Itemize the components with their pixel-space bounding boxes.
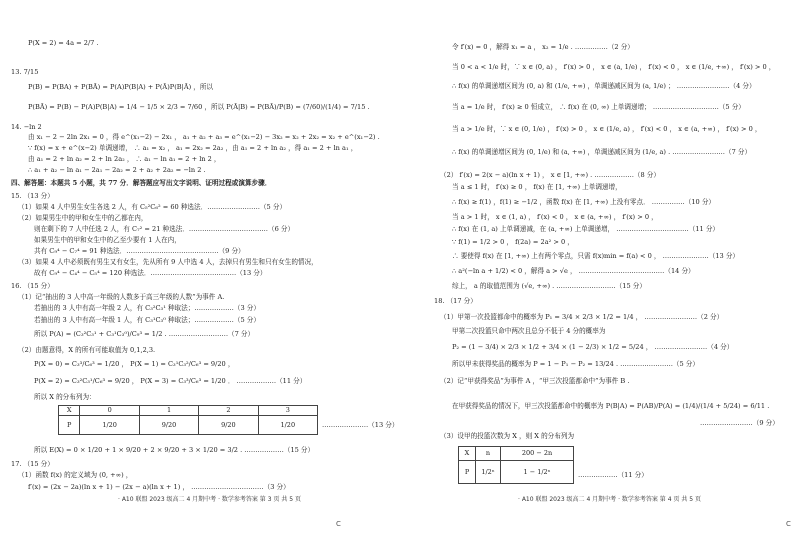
text-line: 由 x₁ − 2 − 2ln 2x₁ = 0 ，得 e^(x₁−2) − 2x₁ ， a₁ + a₂ + a₃ = e^(x₁−2) − 3x₂ = x₂ + 2x₂ = x₂ + e^(x₁−2) . xyxy=(28,133,380,141)
table-header-cell: 1 xyxy=(139,406,198,416)
text-line: （1）记“抽出的 3 人中高一年级的人数多于高三年级的人数”为事件 A. xyxy=(18,293,225,301)
text-line: 当 a > 1/e 时，∵ x ∈ (0, 1/e) ， f′(x) > 0 ， x ∈ (1/e, a) ， f′(x) < 0 ， x ∈ (a, +∞) ， f′(x) > 0 ， xyxy=(452,125,762,133)
question-17-heading: 17. （15 分） xyxy=(11,460,54,468)
question-16-heading: 16. （15 分） xyxy=(11,282,54,290)
text-line: 所以 P(A) = (C₃²C₃¹ + C₃¹C₃⁰)/C₉³ = 1/2 . ………………………（7 分） xyxy=(34,330,255,338)
text-line: 则在剩下的 7 人中任选 2 人，有 C₇² = 21 种选法．………………………………（6 分） xyxy=(34,225,295,233)
score-mark: ………………（11 分） xyxy=(578,471,648,479)
text-line: （2）由题意得，X 的所有可能取值为 0,1,2,3. xyxy=(18,346,156,354)
text-line: ∴ a₁ + a₂ − ln a₁ − 2a₁ − 2a₂ = 2 + a₂ + 2a₂ = −ln 2 . xyxy=(28,166,206,174)
table-header-cell: 3 xyxy=(258,406,317,416)
table-row xyxy=(59,416,318,435)
text-line: （2） f′(x) = 2(x − a)(ln x + 1) ， x ∈ [1, +∞) . ………………（8 分） xyxy=(440,171,660,179)
table-header-cell: 200 − 2n xyxy=(501,447,574,461)
distribution-table-2 xyxy=(458,446,574,484)
table-cell: 9/20 xyxy=(139,416,198,435)
text-line: 故有 C₉⁴ − C₄⁴ − C₅⁴ = 120 种选法．…………………………………（13 分） xyxy=(34,269,267,277)
corner-mark: C xyxy=(786,520,791,528)
table-row xyxy=(459,461,574,484)
text-line: 当 a = 1/e 时， f′(x) ≥ 0 恒成立， ∴ f(x) 在 (0, ∞) 上单调递增； …………………………（5 分） xyxy=(452,103,745,111)
section-heading: 四、解答题：本题共 5 小题，共 77 分．解答题应写出文字说明、证明过程或演算步骤． xyxy=(11,179,272,187)
text-line: （3）设甲的投篮次数为 X ，则 X 的分布列为 xyxy=(440,432,575,440)
table-cell: 1/2ⁿ xyxy=(476,461,501,484)
text-line: 共有 C₉⁴ − C₇⁴ = 91 种选法．……………………………………（9 分） xyxy=(34,247,245,255)
text-line: （2）记“甲获得奖品”为事件 A ，“甲三次投篮都命中”为事件 B . xyxy=(440,377,630,385)
text-line: ∴ 要使得 f(x) 在 [1, +∞) 上有两个零点，只需 f(x)min = f(a) < 0 ， …………………（13 分） xyxy=(452,252,740,260)
score-mark: ……………………（9 分） xyxy=(700,419,779,427)
text-line: 所以 E(X) = 0 × 1/20 + 1 × 9/20 + 2 × 9/20 + 3 × 1/20 = 3/2 . ………………（15 分） xyxy=(34,446,315,454)
text-line: 甲第二次投篮只命中两次且总分不低于 4 分的概率为 xyxy=(452,327,606,335)
table-cell: 1 − 1/2ⁿ xyxy=(501,461,574,484)
question-18-heading: 18. （17 分） xyxy=(434,297,477,305)
text-line: 若抽出的 3 人中有高一年级 2 人，有 C₃²C₃¹ 种取法；………………（3 分） xyxy=(34,304,260,312)
table-cell: 1/20 xyxy=(80,416,139,435)
text-line: （1）如果 4 人中男生女生各选 2 人，有 C₅²C₆² = 60 种选法．……………………（5 分） xyxy=(18,203,287,211)
table-header-cell: X xyxy=(59,406,80,416)
text-line: 所以 X 的分布列为： xyxy=(34,393,96,401)
text-line: 由 a₁ = 2 + ln a₂ = 2 + ln 2a₂ ， ∴ a₁ − ln a₁ = 2 + ln 2 ， xyxy=(28,155,221,163)
text-line: 综上， a 的取值范围为 (√e, +∞) . ………………………（15 分） xyxy=(452,282,646,290)
text-line: （1）甲第一次投篮都命中的概率为 P₁ = 3/4 × 2/3 × 1/2 = 1/4 ， ……………………（2 分） xyxy=(440,313,724,321)
text-line: （2）如果男生中的甲和女生中的乙都在内， xyxy=(18,214,148,222)
text-line: 当 a ≤ 1 时， f′(x) ≥ 0 ， f(x) 在 [1, +∞) 上单调递增， xyxy=(452,183,622,191)
table-header-cell: 2 xyxy=(199,406,258,416)
text-line: 所以甲未获得奖品的概率为 P = 1 − P₁ − P₂ = 13/24 . ……………………（5 分） xyxy=(452,360,699,368)
question-14-answer: 14. −ln 2 xyxy=(11,123,42,131)
text-line: ∵ f(x) = x + e^(x−2) 单调递增， ∴ a₁ = x₂ ， a₁ = 2x₂ = 2a₂ ，由 a₁ = 2 + ln a₂ ，得 a₁ = 2 + ln a₁ ， xyxy=(28,144,358,152)
text-line: P₂ = (1 − 3/4) × 2/3 × 1/2 + 3/4 × (1 − 2/3) × 1/2 = 5/24 ， ……………………（4 分） xyxy=(452,343,734,351)
text-line: ∴ f(x) 的单调递增区间为 (0, a) 和 (1/e, +∞) ，单调递减区间为 (a, 1/e) ； ……………………（4 分） xyxy=(452,82,756,90)
text-line: 令 f′(x) = 0 ，解得 x₁ = a ， x₂ = 1/e . ……………（2 分） xyxy=(452,43,634,51)
table-cell: 9/20 xyxy=(199,416,258,435)
table-row xyxy=(459,447,574,461)
score-mark: …………………（13 分） xyxy=(322,421,399,429)
text-line: f′(x) = (2x − 2a)(ln x + 1) − (2x − a)(ln x + 1) ， ……………………………（3 分） xyxy=(28,483,290,491)
table-row xyxy=(59,406,318,416)
table-header-cell: n xyxy=(476,447,501,461)
text-line: P(BĀ) = P(B) − P(A)P(B|A) = 1/4 − 1/5 × 2/3 = 7/60 ，所以 P(Ā|B) = P(BĀ)/P(B) = (7/60)/(1/4) = 7/15 . xyxy=(28,103,370,111)
text-line: （1）函数 f(x) 的定义域为 (0, +∞) ， xyxy=(18,471,133,479)
corner-mark: C xyxy=(336,520,341,528)
text-line: 若抽出的 3 人中有高一年级 1 人，有 C₃¹C₃⁰ 种取法；………………（5 分） xyxy=(34,316,260,324)
text-line: ∴ f(x) 在 (1, a) 上单调递减，在 (a, +∞) 上单调递增， ……………………………（11 分） xyxy=(452,225,720,233)
text-line: P(X = 2) = 4a = 2/7 . xyxy=(28,39,99,47)
text-line: 当 a > 1 时， x ∈ (1, a) ， f′(x) < 0 ， x ∈ (a, +∞) ， f′(x) > 0 ， xyxy=(452,213,658,221)
table-cell: P xyxy=(459,461,476,484)
table-cell: P xyxy=(59,416,80,435)
distribution-table xyxy=(58,405,318,435)
page-footer: · A10 联盟 2023 级高二 4 月期中考 · 数学参考答案 第 3 页 共 5 页 xyxy=(118,496,301,503)
answer-page-4 xyxy=(400,0,800,533)
text-line: ∵ f(1) = 1/2 > 0 ， f(2a) = 2a² > 0 ， xyxy=(452,238,574,246)
text-line: 当 0 < a < 1/e 时，∵ x ∈ (0, a) ， f′(x) > 0 ， x ∈ (a, 1/e) ， f′(x) < 0 ， x ∈ (1/e, +∞) ， f′(x) > 0 ， xyxy=(452,63,776,71)
text-line: （3）如果 4 人中必须既有男生又有女生，先从所有 9 人中选 4 人，去掉只有男生和只有女生的情况， xyxy=(18,258,318,266)
text-line: P(B) = P(BA) + P(BĀ) = P(A)P(B|A) + P(Ā)P(B|Ā) ，所以 xyxy=(28,83,214,91)
question-13-answer: 13. 7/15 xyxy=(11,68,39,76)
text-line: 如果男生中的甲和女生中的乙至少要有 1 人在内， xyxy=(34,236,181,244)
text-line: 在甲获得奖品的情况下，甲三次投篮都命中的概率为 P(B|A) = P(AB)/P(A) = (1/4)/(1/4 + 5/24) = 6/11 . xyxy=(452,402,770,410)
text-line: P(X = 2) = C₃²C₃¹/C₆³ = 9/20 ， P(X = 3) = C₃³/C₆³ = 1/20 ． ………………（11 分） xyxy=(34,377,307,385)
table-header-cell: X xyxy=(459,447,476,461)
text-line: ∴ a²(−ln a + 1/2) < 0 ，解得 a > √e ， …………………………………（14 分） xyxy=(452,267,695,275)
text-line: ∴ f(x) 的单调递增区间为 (0, 1/e) 和 (a, +∞) ，单调递减区间为 (1/e, a) . ……………………（7 分） xyxy=(452,148,752,156)
text-line: ∴ f(x) ≥ f(1) ，f(1) ≥ −1/2 ，函数 f(x) 在 [1, +∞) 上没有零点． ……………（10 分） xyxy=(452,198,716,206)
text-line: P(X = 0) = C₃³/C₆³ = 1/20 ， P(X = 1) = C₃¹C₃²/C₆³ = 9/20 ， xyxy=(34,360,235,368)
table-cell: 1/20 xyxy=(258,416,317,435)
table-header-cell: 0 xyxy=(80,406,139,416)
question-15-heading: 15. （13 分） xyxy=(11,192,54,200)
page-footer: · A10 联盟 2023 级高二 4 月期中考 · 数学参考答案 第 4 页 共 5 页 xyxy=(518,496,701,503)
